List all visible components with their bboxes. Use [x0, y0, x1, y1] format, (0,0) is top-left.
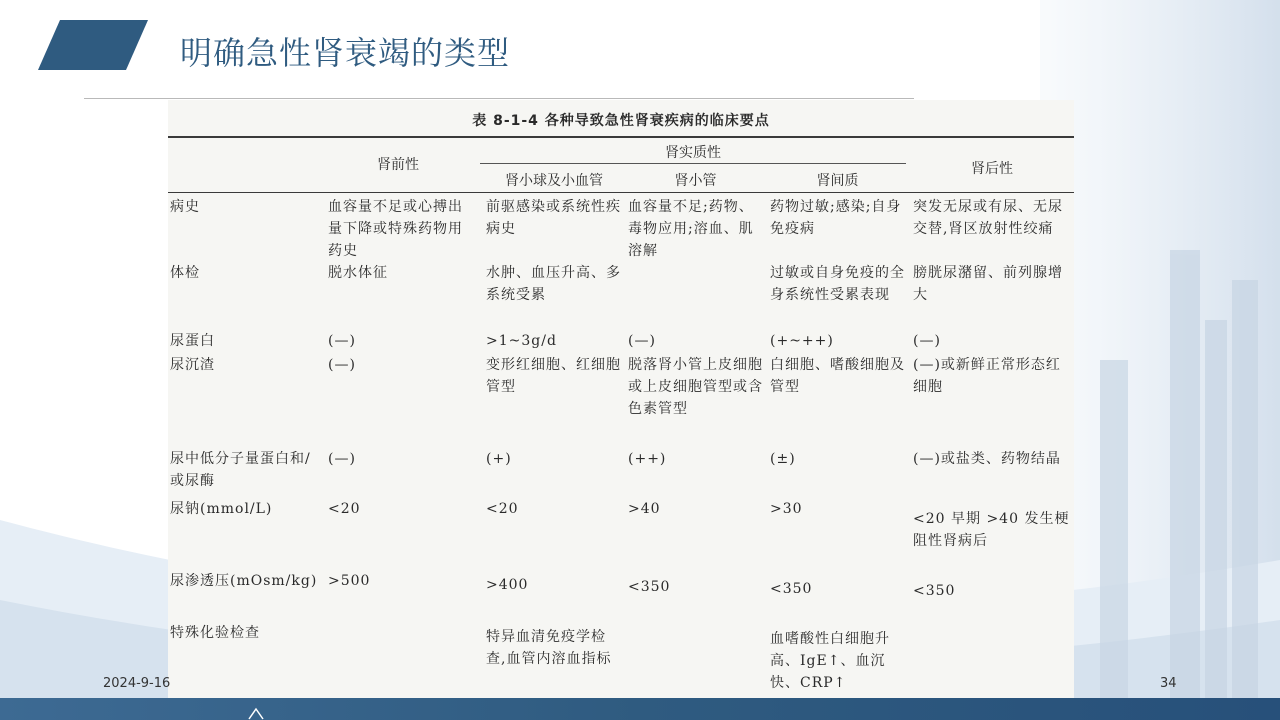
slide-title: 明确急性肾衰竭的类型: [180, 34, 511, 72]
cell-history-glomerular: 前驱感染或系统性疾病史: [486, 199, 621, 237]
cell-osm-interstitial: <350: [770, 581, 813, 597]
cell-history-tubular: 血容量不足;药物、毒物应用;溶血、肌溶解: [628, 199, 754, 259]
scanned-table: [168, 100, 1074, 698]
header-tubular: 肾小管: [674, 173, 717, 189]
cell-lowmw-postrenal: (—)或盐类、药物结晶: [913, 451, 1061, 467]
cell-special-interstitial: 血嗜酸性白细胞升高、IgE↑、血沉快、CRP↑: [770, 631, 890, 691]
header-interstitial: 肾间质: [816, 173, 859, 189]
cell-protein-prerenal: (—): [328, 333, 356, 349]
header-prerenal: 肾前性: [377, 157, 419, 173]
row-label-urine-sodium: 尿钠(mmol/L): [170, 501, 273, 517]
footer-date: 2024-9-16: [103, 676, 171, 691]
header-renal: 肾实质性: [665, 145, 721, 161]
row-label-history: 病史: [170, 199, 200, 215]
cell-sodium-interstitial: >30: [770, 501, 803, 517]
cell-osm-tubular: <350: [628, 579, 671, 595]
row-label-low-mw-protein: 尿中低分子量蛋白和/或尿酶: [170, 451, 311, 489]
row-label-special-tests: 特殊化验检查: [170, 625, 260, 641]
cell-exam-interstitial: 过敏或自身免疫的全身系统性受累表现: [770, 265, 905, 303]
cell-sodium-postrenal: <20 早期 >40 发生梗阻性肾病后: [913, 511, 1070, 549]
cell-sediment-postrenal: (—)或新鲜正常形态红细胞: [913, 357, 1061, 395]
table-sub-rule: [480, 163, 906, 164]
cell-sediment-interstitial: 白细胞、嗜酸细胞及管型: [770, 357, 905, 395]
cell-history-interstitial: 药物过敏;感染;自身免疫病: [770, 199, 902, 237]
table-header-rule: [168, 192, 1074, 193]
title-divider: [84, 98, 914, 99]
footer-band: [0, 698, 1280, 720]
cell-exam-prerenal: 脱水体征: [328, 265, 388, 281]
cell-protein-tubular: (—): [628, 333, 656, 349]
cell-exam-postrenal: 膀胱尿潴留、前列腺增大: [913, 265, 1063, 303]
cell-protein-interstitial: (+~++): [770, 333, 834, 349]
cell-special-glomerular: 特异血清免疫学检查,血管内溶血指标: [486, 629, 612, 667]
cell-history-prerenal: 血容量不足或心搏出量下降或特殊药物用药史: [328, 199, 463, 259]
cell-osm-glomerular: >400: [486, 577, 529, 593]
row-label-sediment: 尿沉渣: [170, 357, 215, 373]
header-glomerular: 肾小球及小血管: [505, 173, 603, 189]
cell-exam-glomerular: 水肿、血压升高、多系统受累: [486, 265, 621, 303]
table-top-rule: [168, 136, 1074, 138]
table-caption: 表 8-1-4 各种导致急性肾衰疾病的临床要点: [472, 113, 770, 129]
cell-lowmw-glomerular: (+): [486, 451, 512, 467]
cell-sodium-glomerular: <20: [486, 501, 519, 517]
row-label-urine-protein: 尿蛋白: [170, 333, 215, 349]
row-label-osmolality: 尿渗透压(mOsm/kg): [170, 573, 318, 589]
cell-protein-postrenal: (—): [913, 333, 941, 349]
cell-sediment-glomerular: 变形红细胞、红细胞管型: [486, 357, 621, 395]
cell-sediment-tubular: 脱落肾小管上皮细胞或上皮细胞管型或含色素管型: [628, 357, 763, 417]
header-postrenal: 肾后性: [971, 161, 1013, 177]
cell-lowmw-interstitial: (±): [770, 451, 796, 467]
cell-sodium-prerenal: <20: [328, 501, 361, 517]
chevron-up-icon: [248, 706, 264, 720]
cell-lowmw-tubular: (++): [628, 451, 667, 467]
cell-osm-prerenal: >500: [328, 573, 371, 589]
row-label-exam: 体检: [170, 265, 200, 281]
cell-osm-postrenal: <350: [913, 583, 956, 599]
cell-lowmw-prerenal: (—): [328, 451, 356, 467]
cell-history-postrenal: 突发无尿或有尿、无尿交替,肾区放射性绞痛: [913, 199, 1063, 237]
page-number: 34: [1160, 676, 1177, 691]
cell-sodium-tubular: >40: [628, 501, 661, 517]
cell-protein-glomerular: >1~3g/d: [486, 333, 557, 349]
cell-sediment-prerenal: (—): [328, 357, 356, 373]
